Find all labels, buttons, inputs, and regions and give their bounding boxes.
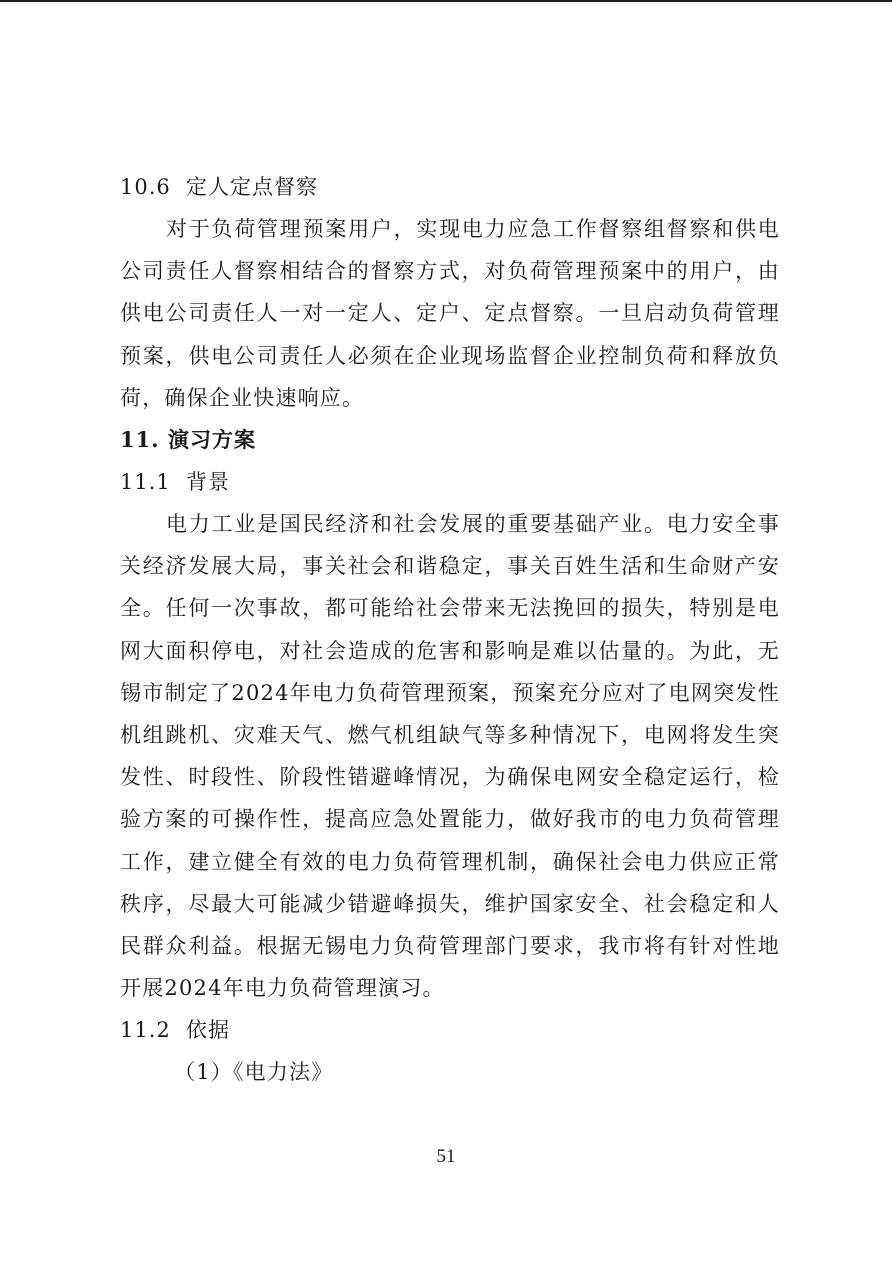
section-number: 11.2 <box>120 1018 171 1043</box>
page-number: 51 <box>436 1146 456 1167</box>
paragraph-10-6: 对于负荷管理预案用户，实现电力应急工作督察组督察和供电公司责任人督察相结合的督察方式，对负荷管理预案中的用户，由供电公司责任人一对一定人、定户、定点督察。一旦启动负荷管理预案，供电公司责任人必须在企业现场监督企业控制负荷和释放负荷，确保企业快速响应。 <box>120 217 780 410</box>
top-border-line <box>0 0 892 2</box>
paragraph-11-1: 电力工业是国民经济和社会发展的重要基础产业。电力安全事关经济发展大局，事关社会和谐稳定，事关百姓生活和生命财产安全。任何一次事故，都可能给社会带来无法挽回的损失，特别是电网大面积停电，对社会造成的危害和影响是难以估量的。为此，无锡市制定了2024年电力负荷管理预案，预案充分应对了电网突发性机组跳机、灾难天气、燃气机组缺气等多种情况下，电网将发生突发性、时段性、阶段性错避峰情况，为确保电网安全稳定运行，检验方案的可操作性，提高应急处置能力，做好我市的电力负荷管理工作，建立健全有效的电力负荷管理机制，确保社会电力供应正常秩序，尽最大可能减少错避峰损失，维护国家安全、社会稳定和人民群众利益。根据无锡电力负荷管理部门要求，我市将有针对性地开展2024年电力负荷管理演习。 <box>120 512 780 1001</box>
section-number: 10.6 <box>120 175 171 199</box>
section-title: 演习方案 <box>168 427 256 453</box>
section-heading-11 <box>120 419 780 461</box>
section-number: 11. <box>120 427 160 453</box>
document-body <box>120 166 780 1093</box>
section-title: 背景 <box>186 470 230 495</box>
section-number: 11.1 <box>120 470 171 495</box>
section-heading-11-1 <box>120 461 780 503</box>
section-title: 定人定点督察 <box>186 175 318 199</box>
section-title: 依据 <box>186 1018 230 1043</box>
section-heading-10-6 <box>120 166 780 208</box>
basis-list-item: （1）《电力法》 <box>174 1060 334 1085</box>
section-heading-11-2 <box>120 1009 780 1051</box>
